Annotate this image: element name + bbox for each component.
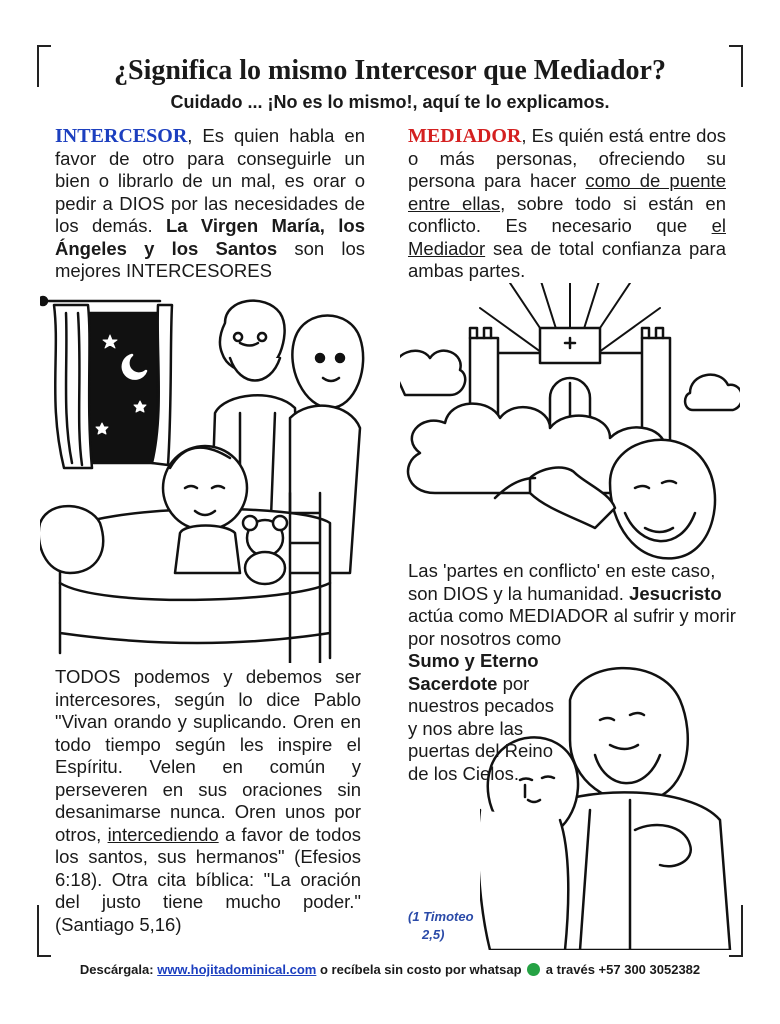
whatsapp-icon [527, 963, 540, 976]
footer: Descárgala: www.hojitadominical.com o recíbela sin costo por whatsap a través +57 300 3052382 [79, 962, 701, 977]
frame-corner-bottom-left [37, 905, 51, 957]
bible-citation: (1 Timoteo 2,5) [408, 909, 474, 942]
partes-paragraph: Las 'partes en conflicto' en este caso, son DIOS y la humanidad. Jesucristo actúa como MEDIADOR al sufrir y morir por nosotros como Sumo y Eterno Sacerdote por nuestros pecados y nos abre las puertas del Reino de los Cielos. [408, 560, 736, 784]
page-subtitle: Cuidado ... ¡No es lo mismo!, aquí te lo explicamos. [170, 92, 610, 112]
intercesor-term: INTERCESOR [55, 125, 188, 147]
mediador-term: MEDIADOR [408, 125, 522, 147]
intercesor-definition: INTERCESOR, Es quien habla en favor de otro para conseguirle un bien o librarlo de un mal, es orar o pedir a DIOS por las necesidades de los demás. La Virgen María, los Ángeles y los Santos son los mejores INTERCESORES [55, 125, 365, 281]
family-prayer-illustration [40, 283, 370, 663]
heaven-castle-jesus-illustration [400, 283, 740, 563]
page-title: ¿Significa lo mismo Intercesor que Mediador? [114, 55, 666, 86]
mediador-definition: MEDIADOR, Es quién está entre dos o más personas, ofreciendo su persona para hacer como de puente entre ellas, sobre todo si están en conflicto. Es necesario que el Mediador sea de total confianza para ambas partes. [408, 125, 727, 281]
todos-paragraph: TODOS podemos y debemos ser intercesores, según lo dice Pablo "Vivan orando y suplicando. Oren en todo tiempo según les inspire el Espíritu. Velen en común y perseveren en sus oraciones sin desanimarse nunca. Oren unos por otros, intercediendo a favor de todos los santos, sus hermanos" (Efesios 6:18). Otra cita bíblica: "La oración del justo tiene mucho poder." (Santiago 5,16) [55, 666, 362, 935]
website-link[interactable]: www.hojitadominical.com [157, 962, 317, 977]
